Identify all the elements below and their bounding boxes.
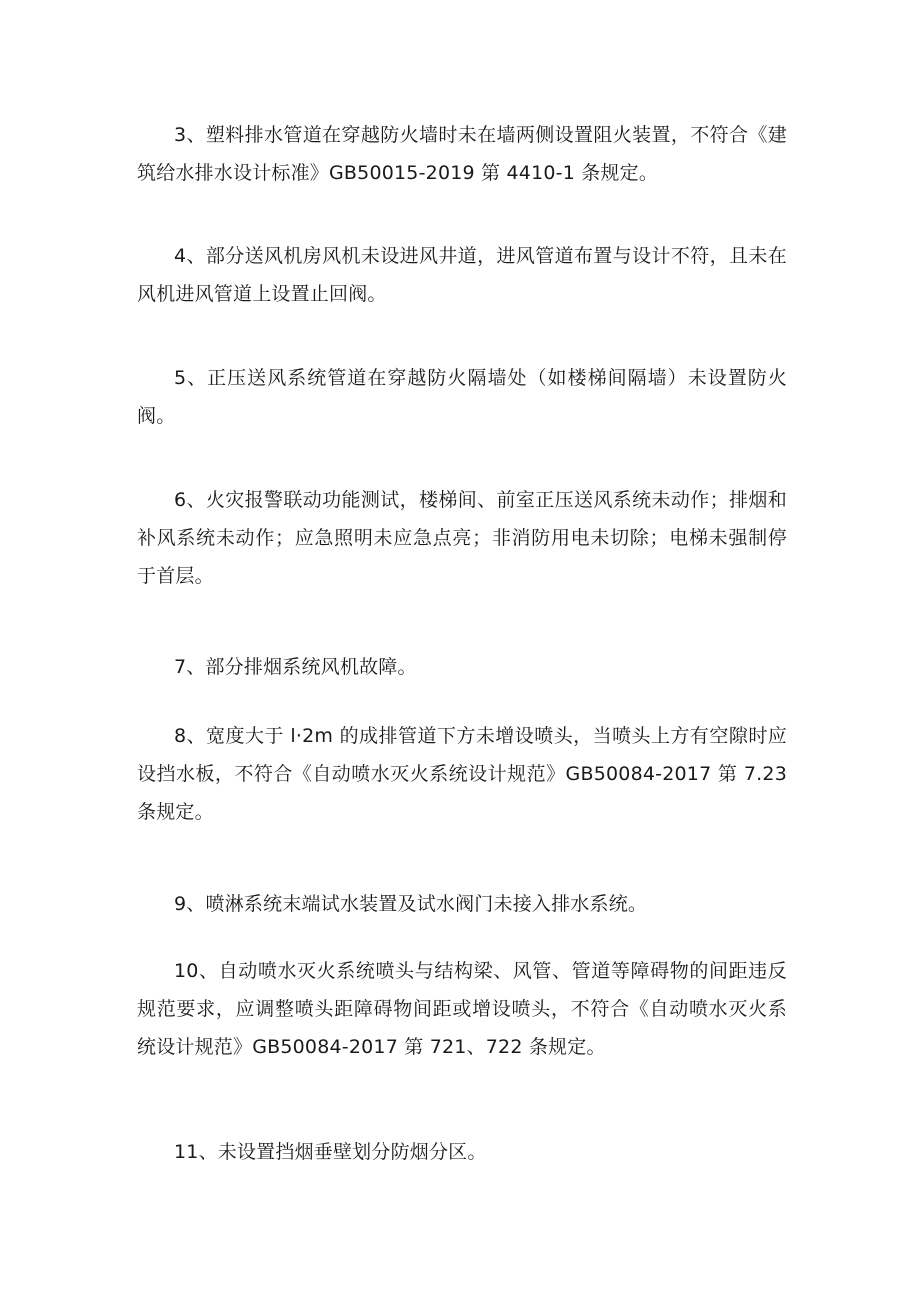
- paragraph-item-7: 7、部分排烟系统风机故障。: [174, 656, 417, 678]
- paragraph-item-11: 11、未设置挡烟垂壁划分防烟分区。: [174, 1141, 487, 1163]
- paragraph-item-6: 6、火灾报警联动功能测试，楼梯间、前室正压送风系统未动作；排烟和补风系统未动作；应急照明未应急点亮；非消防用电未切除；电梯未强制停于首层。: [137, 489, 787, 587]
- paragraph-item-9: 9、喷淋系统末端试水装置及试水阀门未接入排水系统。: [174, 893, 648, 915]
- paragraph-item-5: 5、正压送风系统管道在穿越防火隔墙处（如楼梯间隔墙）未设置防火阀。: [137, 367, 787, 427]
- paragraph-item-3: 3、塑料排水管道在穿越防火墙时未在墙两侧设置阻火装置，不符合《建筑给水排水设计标准》GB50015-2019 第 4410-1 条规定。: [137, 124, 787, 184]
- paragraph-item-8: 8、宽度大于 l·2m 的成排管道下方未增设喷头，当喷头上方有空隙时应设挡水板，不符合《自动喷水灭火系统设计规范》GB50084-2017 第 7.23 条规定。: [137, 725, 787, 823]
- paragraph-item-4: 4、部分送风机房风机未设进风井道，进风管道布置与设计不符，且未在风机进风管道上设置止回阀。: [137, 245, 787, 305]
- paragraph-item-10: 10、自动喷水灭火系统喷头与结构梁、风管、管道等障碍物的间距违反规范要求，应调整喷头距障碍物间距或增设喷头，不符合《自动喷水灭火系统设计规范》GB50084-2017 第 721、722 条规定。: [137, 960, 787, 1058]
